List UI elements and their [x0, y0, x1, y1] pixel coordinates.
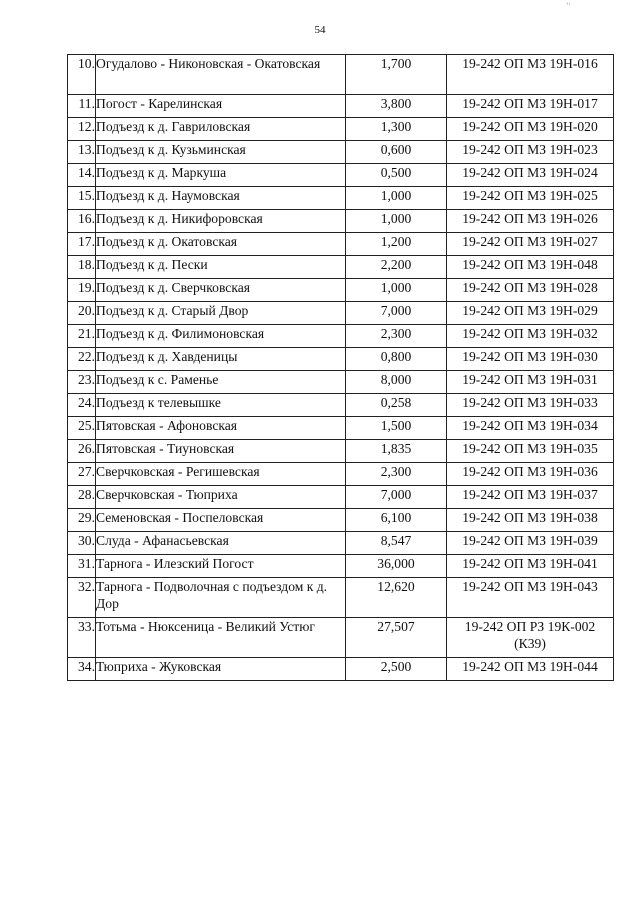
road-length-cell: [346, 555, 447, 578]
row-number-cell: [68, 417, 96, 440]
table-row: [68, 658, 614, 681]
road-code-text: 19-242 ОП МЗ 19Н-038: [462, 510, 598, 525]
road-length-text: 1,700: [380, 56, 412, 71]
road-length-text: 1,200: [380, 234, 412, 249]
road-code-cell: [447, 233, 614, 256]
row-number-cell: [68, 371, 96, 394]
road-name-text: Пятовская - Тиуновская: [96, 441, 235, 456]
road-length-text: 1,300: [380, 119, 412, 134]
road-code-text: 19-242 ОП МЗ 19Н-016: [462, 56, 598, 71]
road-length-cell: [346, 210, 447, 233]
row-number-text: 20.: [78, 303, 95, 318]
road-name-text: Пятовская - Афоновская: [96, 418, 238, 433]
row-number-cell: [68, 55, 96, 95]
road-name-text: Подъезд к с. Раменье: [96, 372, 219, 387]
row-number-text: 32.: [78, 579, 95, 594]
road-length-text: 2,200: [380, 257, 412, 272]
road-code-cell: [447, 55, 614, 95]
row-number-cell: [68, 164, 96, 187]
road-code-cell: [447, 325, 614, 348]
road-name-text: Огудалово - Никоновская - Окатовская: [96, 56, 321, 71]
road-code-cell: [447, 509, 614, 532]
road-name-text: Подъезд к д. Пески: [96, 257, 208, 272]
row-number-text: 15.: [78, 188, 95, 203]
road-length-cell: [346, 348, 447, 371]
road-code-text: 19-242 ОП МЗ 19Н-041: [462, 556, 598, 571]
road-code-cell: [447, 118, 614, 141]
road-length-cell: [346, 618, 447, 658]
road-name-cell: [96, 95, 346, 118]
row-number-text: 26.: [78, 441, 95, 456]
road-name-cell: [96, 658, 346, 681]
row-number-cell: [68, 486, 96, 509]
road-name-text: Подъезд к д. Кузьминская: [96, 142, 246, 157]
road-code-cell: [447, 394, 614, 417]
road-code-cell: [447, 371, 614, 394]
table-row: [68, 164, 614, 187]
row-number-text: 16.: [78, 211, 95, 226]
road-code-text: 19-242 ОП МЗ 19Н-044: [462, 659, 598, 674]
road-length-text: 2,300: [380, 326, 412, 341]
road-length-cell: [346, 440, 447, 463]
road-code-text: 19-242 ОП РЗ 19К-002: [464, 619, 596, 634]
road-code-text: 19-242 ОП МЗ 19Н-037: [462, 487, 598, 502]
row-number-cell: [68, 440, 96, 463]
row-number-cell: [68, 118, 96, 141]
row-number-cell: [68, 279, 96, 302]
road-name-cell: [96, 532, 346, 555]
road-length-text: 2,300: [380, 464, 412, 479]
road-length-text: 12,620: [377, 579, 415, 594]
row-number-text: 12.: [78, 119, 95, 134]
road-code-cell: [447, 141, 614, 164]
scan-mark: ‘‘: [566, 1, 571, 10]
table-row: [68, 325, 614, 348]
road-code-text: 19-242 ОП МЗ 19Н-034: [462, 418, 598, 433]
table-row: [68, 187, 614, 210]
road-code-text: 19-242 ОП МЗ 19Н-039: [462, 533, 598, 548]
road-length-text: 7,000: [380, 303, 412, 318]
road-code-text: 19-242 ОП МЗ 19Н-030: [462, 349, 598, 364]
road-length-cell: [346, 325, 447, 348]
row-number-cell: [68, 618, 96, 658]
table-row: [68, 118, 614, 141]
row-number-text: 10.: [78, 56, 95, 71]
page-number: 54: [314, 24, 326, 36]
table-row: [68, 463, 614, 486]
road-length-cell: [346, 371, 447, 394]
road-code-text: 19-242 ОП МЗ 19Н-028: [462, 280, 598, 295]
row-number-text: 31.: [78, 556, 95, 571]
road-name-text: Подъезд к д. Наумовская: [96, 188, 240, 203]
table-row: [68, 302, 614, 325]
road-name-cell: [96, 417, 346, 440]
road-code-text: 19-242 ОП МЗ 19Н-027: [462, 234, 598, 249]
road-name-text: Тарнога - Подволочная с подъездом к д. Дор: [96, 579, 328, 611]
road-code-cell: [447, 95, 614, 118]
row-number-text: 28.: [78, 487, 95, 502]
road-name-cell: [96, 325, 346, 348]
road-code-cell: [447, 164, 614, 187]
road-length-cell: [346, 417, 447, 440]
road-code-text: 19-242 ОП МЗ 19Н-048: [462, 257, 598, 272]
road-length-text: 0,258: [380, 395, 412, 410]
road-length-cell: [346, 279, 447, 302]
road-length-cell: [346, 463, 447, 486]
table-row: [68, 141, 614, 164]
row-number-text: 24.: [78, 395, 95, 410]
road-length-cell: [346, 509, 447, 532]
road-length-cell: [346, 118, 447, 141]
road-length-text: 6,100: [380, 510, 412, 525]
table-row: [68, 532, 614, 555]
road-code-cell: [447, 210, 614, 233]
row-number-cell: [68, 233, 96, 256]
road-length-text: 1,500: [380, 418, 412, 433]
row-number-text: 14.: [78, 165, 95, 180]
road-length-text: 8,000: [380, 372, 412, 387]
road-length-cell: [346, 532, 447, 555]
road-name-text: Тарнога - Илезский Погост: [96, 556, 254, 571]
road-name-text: Подъезд к д. Сверчковская: [96, 280, 251, 295]
table-row: [68, 618, 614, 658]
row-number-text: 17.: [78, 234, 95, 249]
road-code-text: 19-242 ОП МЗ 19Н-029: [462, 303, 598, 318]
row-number-text: 18.: [78, 257, 95, 272]
road-name-text: Подъезд к телевышке: [96, 395, 221, 410]
road-length-cell: [346, 55, 447, 95]
road-length-text: 7,000: [380, 487, 412, 502]
road-length-text: 1,000: [380, 188, 412, 203]
row-number-cell: [68, 141, 96, 164]
row-number-cell: [68, 187, 96, 210]
road-code-cell: [447, 279, 614, 302]
table-row: [68, 256, 614, 279]
road-name-cell: [96, 555, 346, 578]
road-name-cell: [96, 210, 346, 233]
road-name-text: Подъезд к д. Гавриловская: [96, 119, 251, 134]
road-length-text: 2,500: [380, 659, 412, 674]
road-length-text: 0,500: [380, 165, 412, 180]
row-number-text: 27.: [78, 464, 95, 479]
road-code-cell: [447, 555, 614, 578]
table-row: [68, 440, 614, 463]
road-length-cell: [346, 256, 447, 279]
table-row: [68, 417, 614, 440]
table-row: [68, 210, 614, 233]
road-code-cell: [447, 348, 614, 371]
road-name-text: Тюприха - Жуковская: [96, 659, 222, 674]
road-name-cell: [96, 440, 346, 463]
table-row: [68, 394, 614, 417]
table-row: [68, 486, 614, 509]
road-name-cell: [96, 55, 346, 95]
row-number-cell: [68, 210, 96, 233]
row-number-cell: [68, 658, 96, 681]
road-code-text: 19-242 ОП МЗ 19Н-035: [462, 441, 598, 456]
road-name-text: Сверчковская - Регишевская: [96, 464, 260, 479]
road-length-cell: [346, 658, 447, 681]
road-code-cell: [447, 486, 614, 509]
road-code-cell: [447, 417, 614, 440]
road-length-cell: [346, 187, 447, 210]
road-name-text: Подъезд к д. Хавденицы: [96, 349, 238, 364]
road-code-cell: [447, 440, 614, 463]
row-number-text: 21.: [78, 326, 95, 341]
row-number-text: 25.: [78, 418, 95, 433]
road-code-cell: [447, 463, 614, 486]
road-length-cell: [346, 486, 447, 509]
road-length-cell: [346, 302, 447, 325]
road-name-cell: [96, 187, 346, 210]
row-number-text: 34.: [78, 659, 95, 674]
road-code-text: 19-242 ОП МЗ 19Н-026: [462, 211, 598, 226]
row-number-text: 29.: [78, 510, 95, 525]
table-row: [68, 371, 614, 394]
road-length-cell: [346, 141, 447, 164]
road-length-text: 3,800: [380, 96, 412, 111]
road-name-cell: [96, 486, 346, 509]
road-name-cell: [96, 371, 346, 394]
road-name-cell: [96, 394, 346, 417]
row-number-text: 30.: [78, 533, 95, 548]
road-length-text: 27,507: [377, 619, 415, 634]
table-row: [68, 578, 614, 618]
row-number-cell: [68, 348, 96, 371]
table-row: [68, 233, 614, 256]
road-length-text: 0,600: [380, 142, 412, 157]
road-name-cell: [96, 463, 346, 486]
table-row: [68, 348, 614, 371]
road-length-text: 1,835: [380, 441, 412, 456]
row-number-text: 23.: [78, 372, 95, 387]
road-length-cell: [346, 95, 447, 118]
road-code-text: 19-242 ОП МЗ 19Н-023: [462, 142, 598, 157]
road-name-text: Сверчковская - Тюприха: [96, 487, 238, 502]
table-row: [68, 509, 614, 532]
table-row: [68, 95, 614, 118]
road-code-text: 19-242 ОП МЗ 19Н-025: [462, 188, 598, 203]
road-code-text: 19-242 ОП МЗ 19Н-032: [462, 326, 598, 341]
row-number-text: 33.: [78, 619, 95, 634]
road-code-text: 19-242 ОП МЗ 19Н-036: [462, 464, 598, 479]
road-code-cell: [447, 578, 614, 618]
road-length-text: 36,000: [377, 556, 415, 571]
road-name-cell: [96, 618, 346, 658]
road-code-suffix-text: (К39): [514, 636, 546, 651]
road-name-text: Слуда - Афанасьевская: [96, 533, 229, 548]
road-name-cell: [96, 509, 346, 532]
road-name-text: Подъезд к д. Окатовская: [96, 234, 238, 249]
roads-table: [67, 54, 614, 681]
row-number-text: 22.: [78, 349, 95, 364]
table-row: [68, 55, 614, 95]
road-code-text: 19-242 ОП МЗ 19Н-020: [462, 119, 598, 134]
road-name-text: Подъезд к д. Никифоровская: [96, 211, 263, 226]
road-code-text: 19-242 ОП МЗ 19Н-017: [462, 96, 598, 111]
road-name-cell: [96, 578, 346, 618]
road-name-cell: [96, 164, 346, 187]
road-name-text: Погост - Карелинская: [96, 96, 223, 111]
roads-table-body: [68, 55, 614, 681]
road-name-cell: [96, 233, 346, 256]
row-number-cell: [68, 256, 96, 279]
road-code-text: 19-242 ОП МЗ 19Н-033: [462, 395, 598, 410]
row-number-cell: [68, 578, 96, 618]
row-number-text: 19.: [78, 280, 95, 295]
road-length-text: 0,800: [380, 349, 412, 364]
road-code-cell: [447, 618, 614, 658]
road-code-text: 19-242 ОП МЗ 19Н-043: [462, 579, 598, 594]
table-row: [68, 279, 614, 302]
road-name-text: Семеновская - Поспеловская: [96, 510, 264, 525]
road-length-text: 8,547: [380, 533, 412, 548]
road-name-cell: [96, 256, 346, 279]
road-name-cell: [96, 279, 346, 302]
row-number-cell: [68, 325, 96, 348]
road-code-text: 19-242 ОП МЗ 19Н-024: [462, 165, 598, 180]
row-number-cell: [68, 302, 96, 325]
road-length-cell: [346, 394, 447, 417]
row-number-cell: [68, 394, 96, 417]
road-length-cell: [346, 578, 447, 618]
road-length-cell: [346, 164, 447, 187]
road-code-cell: [447, 302, 614, 325]
row-number-cell: [68, 555, 96, 578]
road-code-cell: [447, 532, 614, 555]
road-name-cell: [96, 302, 346, 325]
road-name-text: Подъезд к д. Филимоновская: [96, 326, 265, 341]
row-number-cell: [68, 509, 96, 532]
road-name-text: Подъезд к д. Маркуша: [96, 165, 227, 180]
table-row: [68, 555, 614, 578]
row-number-cell: [68, 463, 96, 486]
road-name-text: Тотьма - Нюксеница - Великий Устюг: [96, 619, 315, 634]
road-name-cell: [96, 118, 346, 141]
road-length-cell: [346, 233, 447, 256]
row-number-text: 11.: [78, 96, 95, 111]
row-number-cell: [68, 95, 96, 118]
road-code-cell: [447, 256, 614, 279]
road-length-text: 1,000: [380, 280, 412, 295]
road-code-cell: [447, 187, 614, 210]
road-code-text: 19-242 ОП МЗ 19Н-031: [462, 372, 598, 387]
road-name-cell: [96, 141, 346, 164]
road-length-text: 1,000: [380, 211, 412, 226]
road-code-cell: [447, 658, 614, 681]
road-name-cell: [96, 348, 346, 371]
row-number-text: 13.: [78, 142, 95, 157]
road-name-text: Подъезд к д. Старый Двор: [96, 303, 249, 318]
row-number-cell: [68, 532, 96, 555]
